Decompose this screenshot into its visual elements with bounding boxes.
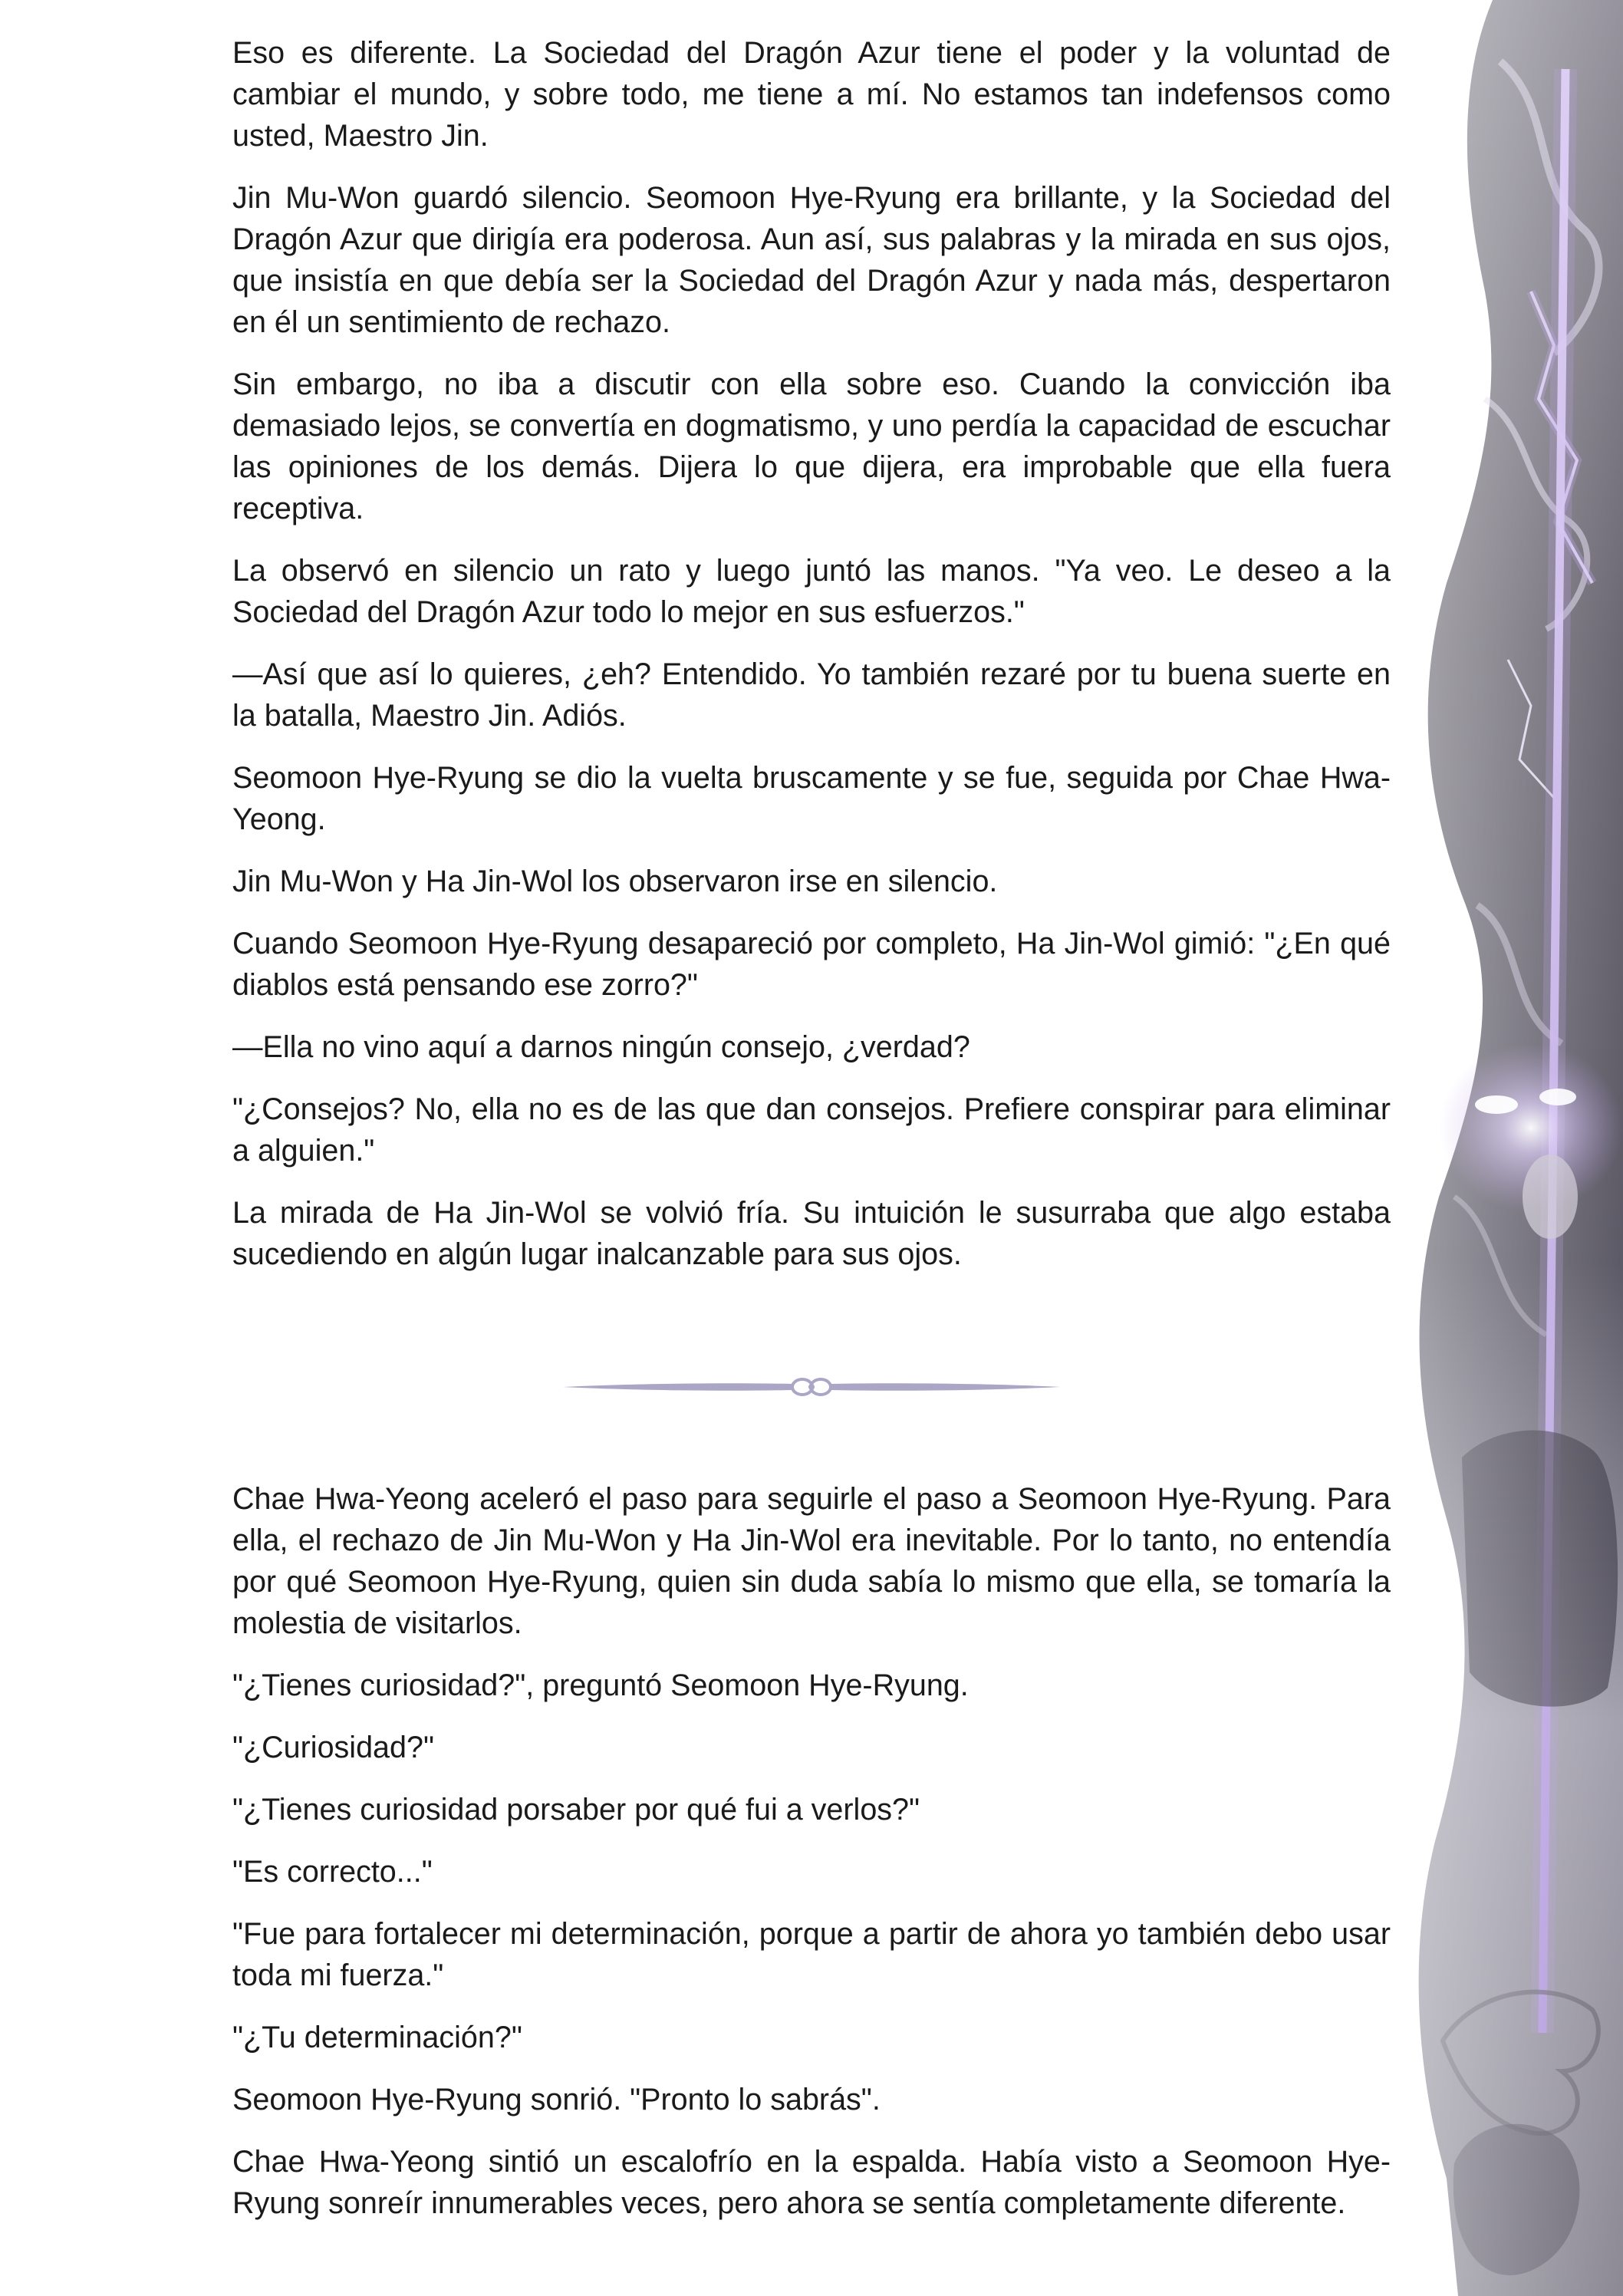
paragraph: Chae Hwa-Yeong aceleró el paso para seguirle el paso a Seomoon Hye-Ryung. Para ella, el rechazo de Jin Mu-Won y Ha Jin-Wol era inevitable. Por lo tanto, no entendía por qué Seomoon Hye-Ryung, quien sin duda sabía lo mismo que ella, se tomaría la molestia de visitarlos. xyxy=(232,1482,1391,1640)
section-divider xyxy=(232,1296,1391,1478)
paragraph: La mirada de Ha Jin-Wol se volvió fría. Su intuición le susurraba que algo estaba sucediendo en algún lugar inalcanzable para sus ojos. xyxy=(232,1196,1391,1271)
paragraph: —Así que así lo quieres, ¿eh? Entendido. Yo también rezaré por tu buena suerte en la batalla, Maestro Jin. Adiós. xyxy=(232,657,1391,733)
paragraph: Sin embargo, no iba a discutir con ella sobre eso. Cuando la convicción iba demasiado lejos, se convertía en dogmatismo, y uno perdía la capacidad de escuchar las opiniones de los demás. Dijera lo que dijera, era improbable que ella fuera receptiva. xyxy=(232,367,1391,525)
paragraph: Cuando Seomoon Hye-Ryung desapareció por completo, Ha Jin-Wol gimió: "¿En qué diablos está pensando ese zorro?" xyxy=(232,927,1391,1002)
paragraph: "¿Curiosidad?" xyxy=(232,1731,434,1764)
paragraph: —Ella no vino aquí a darnos ningún consejo, ¿verdad? xyxy=(232,1030,970,1064)
paragraph: Seomoon Hye-Ryung sonrió. "Pronto lo sabrás". xyxy=(232,2083,881,2116)
paragraph: Chae Hwa-Yeong sintió un escalofrío en la espalda. Había visto a Seomoon Hye-Ryung sonreír innumerables veces, pero ahora se sentía completamente diferente. xyxy=(232,2145,1391,2220)
paragraph: Jin Mu-Won guardó silencio. Seomoon Hye-Ryung era brillante, y la Sociedad del Dragón Azur que dirigía era poderosa. Aun así, sus palabras y la mirada en sus ojos, que insistía en que debía ser la Sociedad del Dragón Azur y nada más, despertaron en él un sentimiento de rechazo. xyxy=(232,181,1391,339)
text-column xyxy=(232,32,1391,2245)
paragraph: La observó en silencio un rato y luego juntó las manos. "Ya veo. Le deseo a la Sociedad del Dragón Azur todo lo mejor en sus esfuerzos." xyxy=(232,554,1391,629)
paragraph: Eso es diferente. La Sociedad del Dragón Azur tiene el poder y la voluntad de cambiar el mundo, y sobre todo, me tiene a mí. No estamos tan indefensos como usted, Maestro Jin. xyxy=(232,36,1391,153)
ornament-divider-icon xyxy=(563,1375,1060,1398)
paragraph: "Es correcto..." xyxy=(232,1855,433,1889)
paragraph: "Fue para fortalecer mi determinación, porque a partir de ahora yo también debo usar toda mi fuerza." xyxy=(232,1917,1391,1992)
section-1 xyxy=(232,32,1391,1275)
paragraph: "¿Tienes curiosidad porsaber por qué fui a verlos?" xyxy=(232,1793,920,1827)
paragraph: Jin Mu-Won y Ha Jin-Wol los observaron irse en silencio. xyxy=(232,865,998,898)
section-2 xyxy=(232,1478,1391,2224)
paragraph: "¿Tu determinación?" xyxy=(232,2021,522,2054)
paragraph: "¿Tienes curiosidad?", preguntó Seomoon Hye-Ryung. xyxy=(232,1668,969,1702)
paragraph: "¿Consejos? No, ella no es de las que dan consejos. Prefiere conspirar para eliminar a alguien." xyxy=(232,1092,1391,1168)
paragraph: Seomoon Hye-Ryung se dio la vuelta bruscamente y se fue, seguida por Chae Hwa-Yeong. xyxy=(232,761,1391,836)
